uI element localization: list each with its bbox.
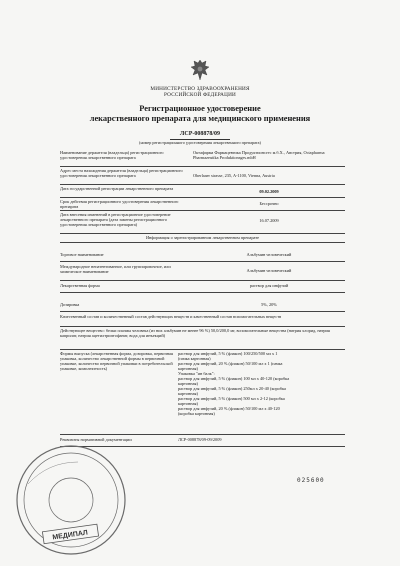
document-title: Регистрационное удостоверение xyxy=(139,104,261,113)
packaging-label: Формы выпуска (лекарственная форма, дозировка, первичная упаковка, количество лекарственной формы в первичной упаковке, количество первичной упаковки в потребительской упаковке, комплектность) xyxy=(60,351,173,371)
row-packaging xyxy=(60,351,345,433)
packaging-line: раствор для инфузий, 5 % (флакон) 100/250/500 мл x 1 (пачка картонная) xyxy=(178,351,278,361)
divider xyxy=(60,292,345,293)
normative-doc-label: Реквизиты нормативной документации xyxy=(60,437,132,442)
row-holder xyxy=(60,150,345,165)
term-value: Бессрочно xyxy=(259,201,279,206)
packaging-line: раствор для инфузий, 5 % (флакон) 500 мл x 2-12 (коробка картонная) xyxy=(178,396,285,406)
divider xyxy=(60,210,345,211)
row-term xyxy=(60,199,345,209)
divider xyxy=(60,349,345,350)
registration-number: ЛСР-008878/09 xyxy=(179,131,221,137)
packaging-list xyxy=(178,351,290,416)
coat-of-arms-emblem xyxy=(189,58,211,82)
divider xyxy=(60,261,345,262)
row-inn xyxy=(60,264,345,279)
divider xyxy=(60,280,345,281)
trade-name-label: Торговое наименование xyxy=(60,252,104,257)
divider xyxy=(60,233,345,234)
changes-label: Дата внесения изменений в регистрационное удостоверение лекарственного препарата (дата замены регистрационного удостоверения лекарственного препарата) xyxy=(60,212,171,227)
divider xyxy=(60,166,345,167)
document-subtitle: лекарственного препарата для медицинского применения xyxy=(89,114,311,123)
packaging-line: раствор для инфузий, 20 % (флакон) 50/100 мл x 1 (пачка картонная) xyxy=(178,361,283,371)
divider xyxy=(60,311,345,312)
dosage-label: Дозировка xyxy=(60,302,80,307)
address-label: Адрес места нахождения держателя (владельца) регистрационного удостоверения лекарственного препарата xyxy=(60,168,183,178)
reg-date-label: Дата государственной регистрации лекарственного препарата xyxy=(60,186,174,191)
reg-date-value: 09.02.2009 xyxy=(259,189,279,194)
registration-caption: (номер регистрационного удостоверения лекарственного препарата) xyxy=(139,140,261,145)
serial-number: 025600 xyxy=(297,477,325,484)
row-dosage xyxy=(60,302,345,310)
composition-heading: Качественный состав и количественный состав действующих веществ и качественный состав вспомогательных веществ xyxy=(60,314,282,319)
packaging-line: раствор для инфузий, 20 % (флакон) 50/100 мл x 40-120 (коробка картонная) xyxy=(178,406,280,416)
ministry-line-2: РОССИЙСКОЙ ФЕДЕРАЦИИ xyxy=(164,92,236,98)
divider xyxy=(60,184,345,185)
dosage-form-value: раствор для инфузий xyxy=(249,283,289,288)
normative-doc-value: ЛСР-008878/09-09/2009 xyxy=(178,437,222,442)
row-address xyxy=(60,168,345,183)
medipal-seal-stamp xyxy=(8,432,133,562)
packaging-line: Упаковка "ин балк": xyxy=(178,371,215,376)
seal-text: МЕДИПАЛ xyxy=(52,529,89,542)
composition-text: Действующее вещество: белки плазмы человека (из них альбумин не менее 96 %) 50,0/200,0 мг, вспомогательные вещества (натрия хлорид, натрия каприлат, натрия ацетилтриптофанат, вода для инъекций) xyxy=(60,328,330,338)
term-label: Срок действия регистрационного удостоверения лекарственного препарата xyxy=(60,199,179,209)
row-dosage-form xyxy=(60,283,345,291)
inn-label: Международное непатентованное, или группировочное, или химическое наименование xyxy=(60,264,171,274)
holder-value: Октафарма Фармацевтика Продуктионсгес м.б.Х., Австрия, Octapharma Pharmazeutika Produktionsges.mbH xyxy=(193,150,325,160)
divider xyxy=(60,197,345,198)
dosage-form-label: Лекарственная форма xyxy=(60,283,100,288)
divider xyxy=(60,242,345,243)
info-caption: Информация о зарегистрированном лекарственном препарате xyxy=(145,235,260,240)
dosage-value: 5%, 20% xyxy=(261,302,277,307)
inn-value: Альбумин человеческий xyxy=(246,268,292,273)
address-value: Oberlaaer strasse, 235, A-1100, Vienna, Austria xyxy=(193,173,275,178)
packaging-line: раствор для инфузий, 5 % (флакон) 100 мл x 40-120 (коробка картонная) xyxy=(178,376,290,386)
trade-name-value: Альбумин человеческий xyxy=(246,252,292,257)
ministry-line-1: МИНИСТЕРСТВО ЗДРАВООХРАНЕНИЯ xyxy=(150,86,250,92)
holder-label: Наименование держателя (владельца) регистрационного удостоверения лекарственного препарата xyxy=(60,150,164,160)
row-trade-name xyxy=(60,252,345,260)
packaging-line: раствор для инфузий, 5 % (флакон) 250мл x 20-40 (коробка картонная) xyxy=(178,386,286,396)
row-reg-date xyxy=(60,186,345,196)
row-changes xyxy=(60,212,345,232)
changes-value: 16.07.2009 xyxy=(259,218,279,223)
divider xyxy=(60,326,345,327)
